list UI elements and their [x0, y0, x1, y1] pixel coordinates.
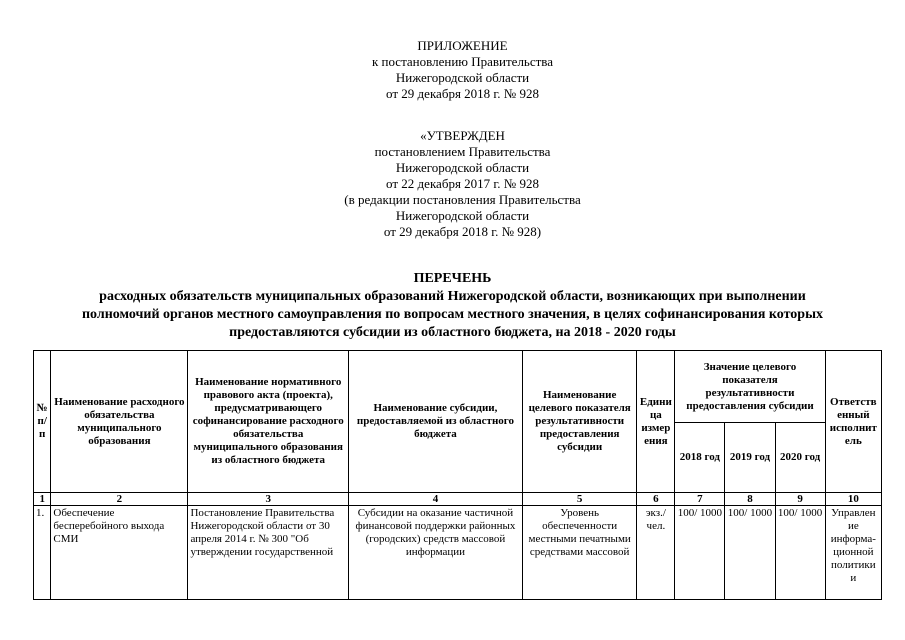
- header-value-group: Значение целевого показателя результативности предоставления субсидии: [675, 351, 825, 423]
- appendix-line: Нижегородской области: [395, 70, 530, 85]
- row-indicator: Уровень обеспеченности местными печатными средствами массовой: [522, 506, 637, 600]
- header-2020: 2020 год: [775, 423, 825, 493]
- approved-line: Нижегородской области: [395, 160, 530, 175]
- column-number: 1: [34, 493, 51, 506]
- row-act: Постановление Правительства Нижегородской области от 30 апреля 2014 г. № 300 "Об утверждении государственной: [188, 506, 349, 600]
- row-subsidy: Субсидии на оказание частичной финансовой поддержки районных (городских) средств массовой информации: [349, 506, 523, 600]
- column-number: 5: [522, 493, 637, 506]
- row-num: 1.: [34, 506, 51, 600]
- header-indicator: Наименование целевого показателя результативности предоставления субсидии: [522, 351, 637, 493]
- header-row: [34, 351, 882, 423]
- title-line: полномочий органов местного самоуправления по вопросам местного значения, в целях софинансирования которых: [81, 307, 824, 322]
- row-2019: 100/ 1000: [725, 506, 775, 600]
- appendix-block: [35, 38, 890, 102]
- approved-line: постановлением Правительства: [374, 144, 551, 159]
- title-heading: ПЕРЕЧЕНЬ: [413, 271, 492, 286]
- approved-line: от 29 декабря 2018 г. № 928): [383, 224, 542, 239]
- column-number: 4: [349, 493, 523, 506]
- header-obligation: Наименование расходного обязательства муниципального образования: [51, 351, 188, 493]
- row-2020: 100/ 1000: [775, 506, 825, 600]
- column-numbers-row: [34, 493, 882, 506]
- column-number: 3: [188, 493, 349, 506]
- row-obligation: Обеспечение бесперебойного выхода СМИ: [51, 506, 188, 600]
- column-number: 9: [775, 493, 825, 506]
- header-responsible: Ответств енный исполнит ель: [825, 351, 881, 493]
- appendix-line: к постановлению Правительства: [371, 54, 554, 69]
- column-number: 8: [725, 493, 775, 506]
- row-2018: 100/ 1000: [675, 506, 725, 600]
- column-number: 7: [675, 493, 725, 506]
- header-2018: 2018 год: [675, 423, 725, 493]
- obligations-table: [33, 350, 882, 600]
- appendix-line: от 29 декабря 2018 г. № 928: [386, 86, 539, 101]
- approved-block: [35, 128, 890, 240]
- document-title: [20, 270, 885, 342]
- title-line: расходных обязательств муниципальных образований Нижегородской области, возникающих при выполнении: [99, 289, 806, 304]
- title-line: предоставляются субсидии из областного бюджета, на 2018 - 2020 годы: [229, 325, 676, 340]
- header-num: № п/п: [34, 351, 51, 493]
- header-unit: Едини ца измер ения: [637, 351, 675, 493]
- header-subsidy: Наименование субсидии, предоставляемой из областного бюджета: [349, 351, 523, 493]
- appendix-line: ПРИЛОЖЕНИЕ: [417, 38, 508, 53]
- table-row: [34, 506, 882, 600]
- approved-line: от 22 декабря 2017 г. № 928: [386, 176, 539, 191]
- header-2019: 2019 год: [725, 423, 775, 493]
- header-act: Наименование нормативного правового акта (проекта), предусматривающего софинансирование расходного обязательства муниципального образования из областного бюджета: [188, 351, 349, 493]
- row-unit: экз./ чел.: [637, 506, 675, 600]
- column-number: 10: [825, 493, 881, 506]
- column-number: 6: [637, 493, 675, 506]
- row-responsible: Управлен ие информа- ционной политики и: [825, 506, 881, 600]
- approved-line: Нижегородской области: [395, 208, 530, 223]
- approved-line: «УТВЕРЖДЕН: [420, 128, 505, 143]
- approved-line: (в редакции постановления Правительства: [344, 192, 581, 207]
- column-number: 2: [51, 493, 188, 506]
